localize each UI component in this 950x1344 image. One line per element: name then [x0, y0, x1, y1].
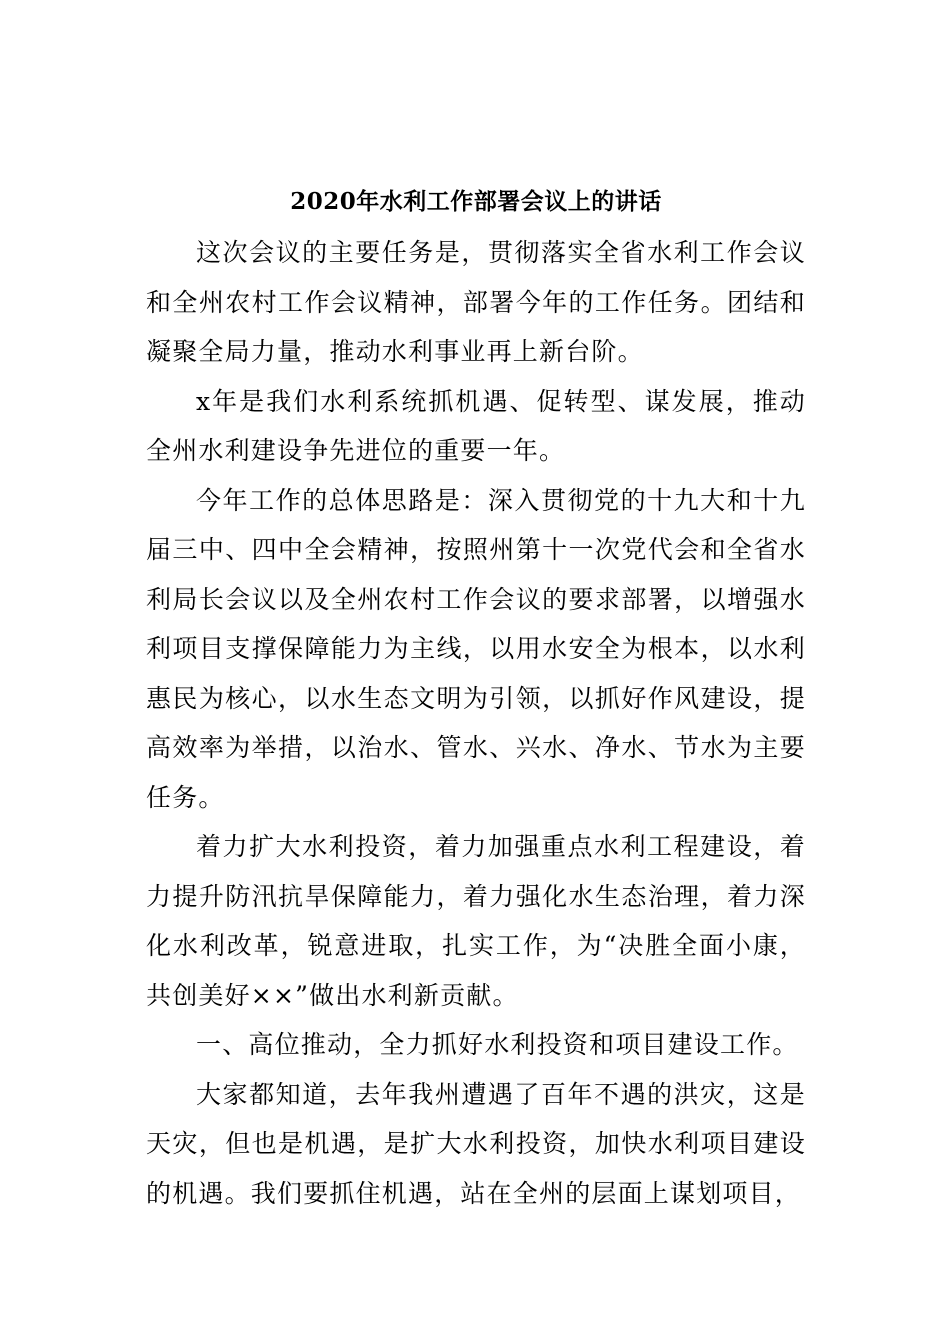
document-body: [146, 178, 806, 1218]
paragraph-1: 这次会议的主要任务是，贯彻落实全省水利工作会议和全州农村工作会议精神，部署今年的工作任务。团结和凝聚全局力量，推动水利事业再上新台阶。: [146, 238, 806, 366]
paragraph-4: 着力扩大水利投资，着力加强重点水利工程建设，着力提升防汛抗旱保障能力，着力强化水生态治理，着力深化水利改革，锐意进取，扎实工作，为“决胜全面小康，共创美好××”做出水利新贡献。: [146, 832, 806, 1010]
section-heading-1: 一、高位推动，全力抓好水利投资和项目建设工作。: [196, 1030, 799, 1059]
paragraph-5: 大家都知道，去年我州遭遇了百年不遇的洪灾，这是天灾，但也是机遇，是扩大水利投资，加快水利项目建设的机遇。我们要抓住机遇，站在全州的层面上谋划项目，: [146, 1079, 806, 1208]
paragraph-2: x年是我们水利系统抓机遇、促转型、谋发展，推动全州水利建设争先进位的重要一年。: [146, 386, 806, 465]
paragraph-3: 今年工作的总体思路是：深入贯彻党的十九大和十九届三中、四中全会精神，按照州第十一次党代会和全省水利局长会议以及全州农村工作会议的要求部署，以增强水利项目支撑保障能力为主线，以用水安全为根本，以水利惠民为核心，以水生态文明为引领，以抓好作风建设，提高效率为举措，以治水、管水、兴水、净水、节水为主要任务。: [146, 485, 806, 812]
document-title: 2020年水利工作部署会议上的讲话: [290, 188, 662, 215]
